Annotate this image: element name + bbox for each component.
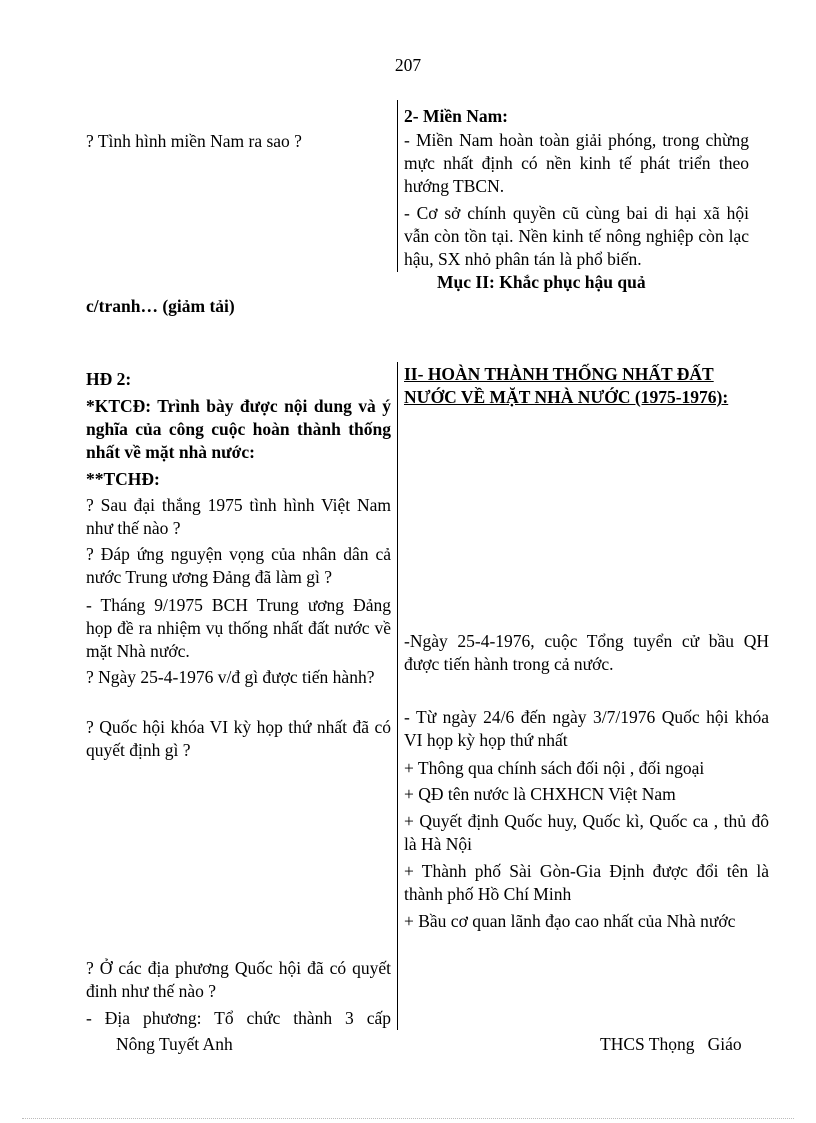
decision-4: + Thành phố Sài Gòn-Gia Định được đổi tên là thành phố Hồ Chí Minh — [404, 861, 769, 904]
footer-school: THCS Thọng Giáo — [600, 1034, 742, 1054]
column-divider-bottom — [397, 362, 398, 1030]
answer-2: - Tháng 9/1975 BCH Trung ương Đảng họp đề ra nhiệm vụ thống nhất đất nước về mặt Nhà nước. — [86, 595, 391, 661]
heading-mien-nam: 2- Miền Nam: — [404, 106, 509, 126]
decision-2: + QĐ tên nước là CHXHCN Việt Nam — [404, 784, 676, 804]
page-edge-divider — [22, 1118, 794, 1119]
tchd-label: **TCHĐ: — [86, 469, 160, 489]
question-5: ? Ở các địa phương Quốc hội đã có quyết đinh như thế nào ? — [86, 958, 391, 1001]
decision-5: + Bầu cơ quan lãnh đạo cao nhất của Nhà nước — [404, 911, 736, 931]
question-1: ? Sau đại thắng 1975 tình hình Việt Nam như thế nào ? — [86, 495, 391, 538]
question-4: ? Quốc hội khóa VI kỳ họp thứ nhất đã có quyết định gì ? — [86, 717, 391, 760]
giam-tai-note: c/tranh… (giảm tải) — [86, 296, 235, 316]
page-number: 207 — [394, 55, 422, 75]
election-paragraph: -Ngày 25-4-1976, cuộc Tổng tuyển cử bầu QH được tiến hành trong cả nước. — [404, 631, 769, 674]
ktcd-objective: *KTCĐ: Trình bày được nội dung và ý nghĩa của công cuộc hoàn thành thống nhất về mặt nhà nước: — [86, 396, 391, 462]
mien-nam-paragraph-2: - Cơ sở chính quyền cũ cùng bai di hại xã hội vẫn còn tồn tại. Nền kinh tế nông nghiệp còn lạc hậu, SX nhỏ phân tán là phổ biến. — [404, 203, 749, 269]
activity-label: HĐ 2: — [86, 369, 132, 389]
decision-3: + Quyết định Quốc huy, Quốc kì, Quốc ca , thủ đô là Hà Nội — [404, 811, 769, 854]
question-3: ? Ngày 25-4-1976 v/đ gì được tiến hành? — [86, 667, 375, 687]
question-mien-nam: ? Tình hình miền Nam ra sao ? — [86, 131, 302, 151]
footer-author: Nông Tuyết Anh — [116, 1034, 233, 1054]
section-ii-heading: II- HOÀN THÀNH THỐNG NHẤT ĐẤT NƯỚC VỀ MẶT NHÀ NƯỚC (1975-1976): — [404, 364, 729, 407]
decision-1: + Thông qua chính sách đối nội , đối ngoại — [404, 758, 705, 778]
session-paragraph: - Từ ngày 24/6 đến ngày 3/7/1976 Quốc hội khóa VI họp kỳ họp thứ nhất — [404, 707, 769, 750]
muc-ii-heading: Mục II: Khắc phục hậu quả — [437, 272, 646, 292]
question-2: ? Đáp ứng nguyện vọng của nhân dân cả nước Trung ương Đảng đã làm gì ? — [86, 544, 391, 587]
answer-5: - Địa phương: Tổ chức thành 3 cấp — [86, 1008, 391, 1028]
column-divider-top — [397, 100, 398, 272]
mien-nam-paragraph-1: - Miền Nam hoàn toàn giải phóng, trong chừng mực nhất định có nền kinh tế phát triển theo hướng TBCN. — [404, 130, 749, 196]
